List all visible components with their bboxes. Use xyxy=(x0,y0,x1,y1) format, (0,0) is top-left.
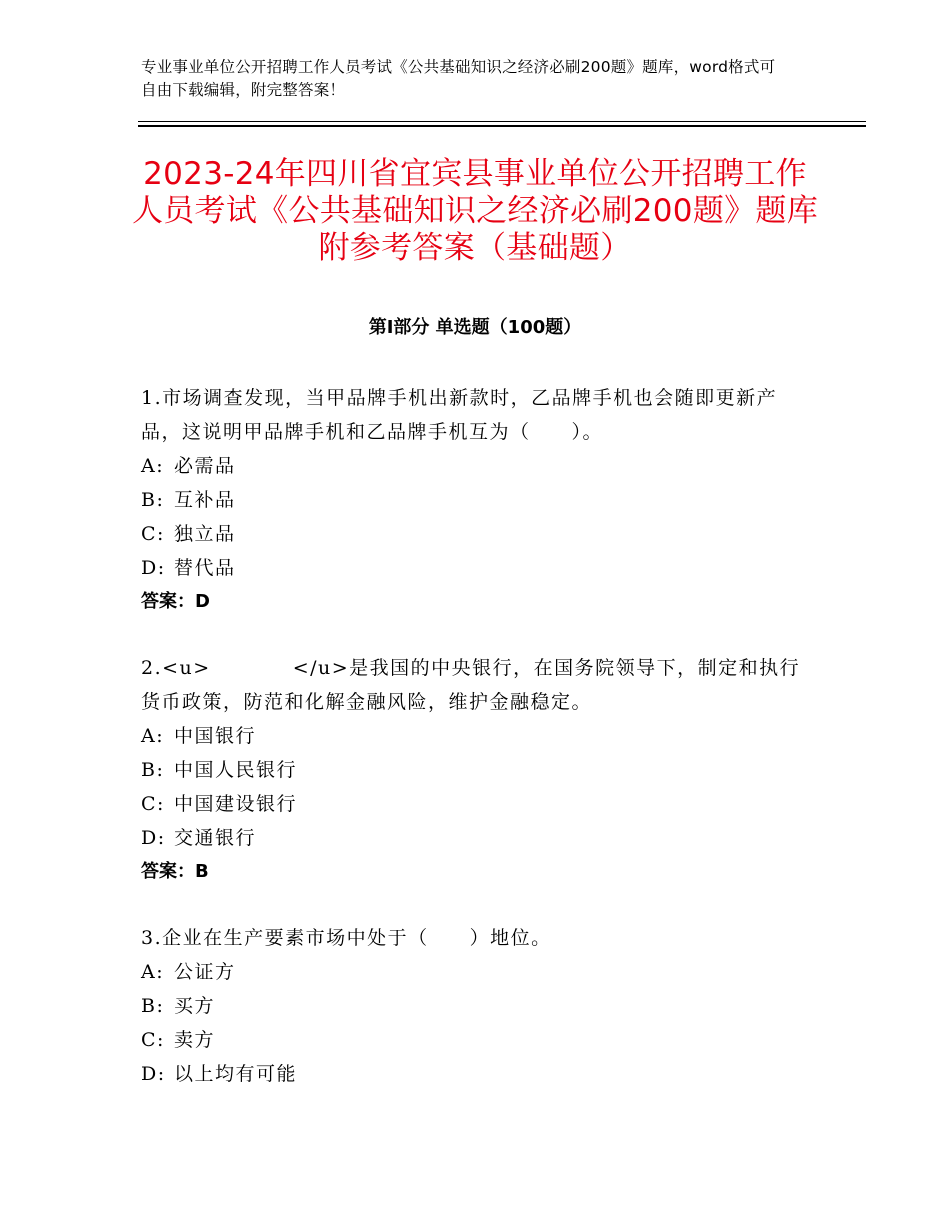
header-divider-thin xyxy=(138,121,866,122)
option-c xyxy=(141,1023,811,1057)
option-letter: A: xyxy=(141,961,165,983)
option-c xyxy=(141,517,811,551)
option-text: 中国建设银行 xyxy=(174,793,298,815)
document-title: 2023-24年四川省宜宾县事业单位公开招聘工作人员考试《公共基础知识之经济必刷200题》题库附参考答案（基础题） xyxy=(131,156,819,266)
option-text: 买方 xyxy=(174,995,216,1017)
option-text: 交通银行 xyxy=(174,827,257,849)
option-letter: A: xyxy=(141,725,165,747)
answer: 答案：D xyxy=(141,591,210,612)
option-d xyxy=(141,1057,811,1091)
option-letter: B: xyxy=(141,759,165,781)
answer: 答案：B xyxy=(141,861,209,882)
question-stem: 1.市场调查发现，当甲品牌手机出新款时，乙品牌手机也会随即更新产品，这说明甲品牌手机和乙品牌手机互为（ ）。 xyxy=(141,387,778,443)
option-letter: D: xyxy=(141,827,166,849)
option-text: 互补品 xyxy=(174,489,236,511)
option-letter: C: xyxy=(141,793,165,815)
option-text: 以上均有可能 xyxy=(174,1063,298,1085)
option-text: 替代品 xyxy=(174,557,236,579)
question-list xyxy=(141,381,811,1123)
option-d xyxy=(141,821,811,855)
option-c xyxy=(141,787,811,821)
question-stem: 3.企业在生产要素市场中处于（ ）地位。 xyxy=(141,927,552,949)
option-a xyxy=(141,955,811,989)
option-letter: D: xyxy=(141,1063,166,1085)
header-divider-thick xyxy=(138,125,866,127)
option-a xyxy=(141,719,811,753)
option-text: 卖方 xyxy=(174,1029,216,1051)
option-letter: D: xyxy=(141,557,166,579)
section-title: 第Ⅰ部分 单选题（100题） xyxy=(368,317,582,338)
option-b xyxy=(141,989,811,1023)
option-text: 必需品 xyxy=(174,455,236,477)
option-letter: B: xyxy=(141,489,165,511)
option-text: 中国银行 xyxy=(174,725,257,747)
question-stem: 2.<u> </u>是我国的中央银行，在国务院领导下，制定和执行货币政策，防范和化解金融风险，维护金融稳定。 xyxy=(141,657,801,713)
option-b xyxy=(141,753,811,787)
option-text: 独立品 xyxy=(174,523,236,545)
question-3 xyxy=(141,921,811,1091)
question-1 xyxy=(141,381,811,619)
option-letter: A: xyxy=(141,455,165,477)
option-a xyxy=(141,449,811,483)
option-letter: B: xyxy=(141,995,165,1017)
option-text: 公证方 xyxy=(174,961,236,983)
question-2 xyxy=(141,651,811,889)
option-letter: C: xyxy=(141,1029,165,1051)
option-d xyxy=(141,551,811,585)
header-note: 专业事业单位公开招聘工作人员考试《公共基础知识之经济必刷200题》题库，word格式可自由下载编辑，附完整答案！ xyxy=(141,58,776,99)
option-text: 中国人民银行 xyxy=(174,759,298,781)
option-b xyxy=(141,483,811,517)
option-letter: C: xyxy=(141,523,165,545)
